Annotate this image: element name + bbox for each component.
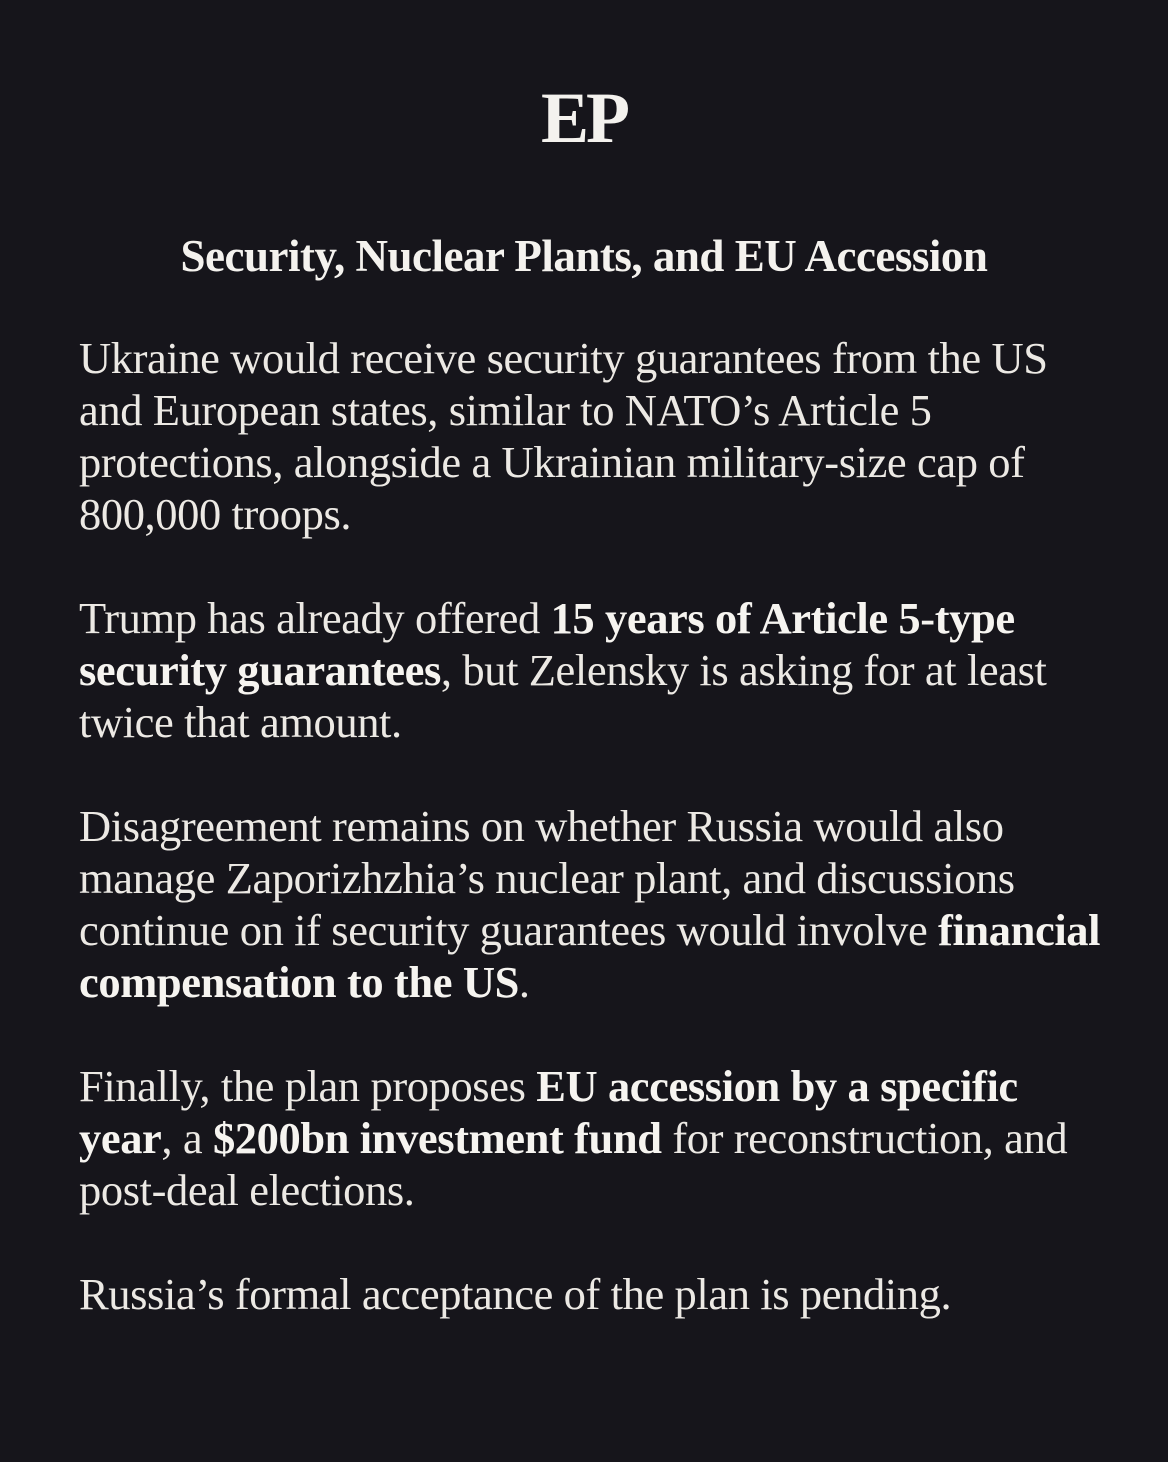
paragraph-disagreement	[79, 800, 1109, 1008]
article-body	[79, 332, 1109, 1372]
paragraph-text: for reconstruction, and post-deal elections.	[79, 1113, 1068, 1215]
paragraph-trump-offer	[79, 592, 1109, 748]
article-title: Security, Nuclear Plants, and EU Accession	[180, 231, 988, 281]
highlight-investment-fund: $200bn investment fund	[212, 1113, 662, 1163]
paragraph-russia-acceptance: Russia’s formal acceptance of the plan is pending.	[79, 1269, 952, 1319]
paragraph-security-guarantees: Ukraine would receive security guarantees from the US and European states, similar to NATO’s Article 5 protections, alongside a Ukrainian military-size cap of 800,000 troops.	[79, 333, 1048, 539]
highlight-eu-accession: EU accession by a specific year	[79, 1061, 1018, 1163]
paragraph-text: .	[518, 957, 530, 1007]
brand-logo: EP	[540, 78, 627, 158]
paragraph-text: , a	[161, 1113, 213, 1163]
paragraph-eu-accession	[79, 1060, 1109, 1216]
paragraph-text: Finally, the plan proposes	[79, 1061, 537, 1111]
highlight-article5-years: 15 years of Article 5-type security guarantees	[79, 593, 1015, 695]
paragraph-text: , but Zelensky is asking for at least twice that amount.	[79, 645, 1047, 747]
paragraph-text: Disagreement remains on whether Russia would also manage Zaporizhzhia’s nuclear plant, and discussions continue on if security guarantees would involve	[79, 801, 1015, 955]
paragraph-text: Trump has already offered	[79, 593, 551, 643]
highlight-financial-compensation: financial compensation to the US	[79, 905, 1101, 1007]
